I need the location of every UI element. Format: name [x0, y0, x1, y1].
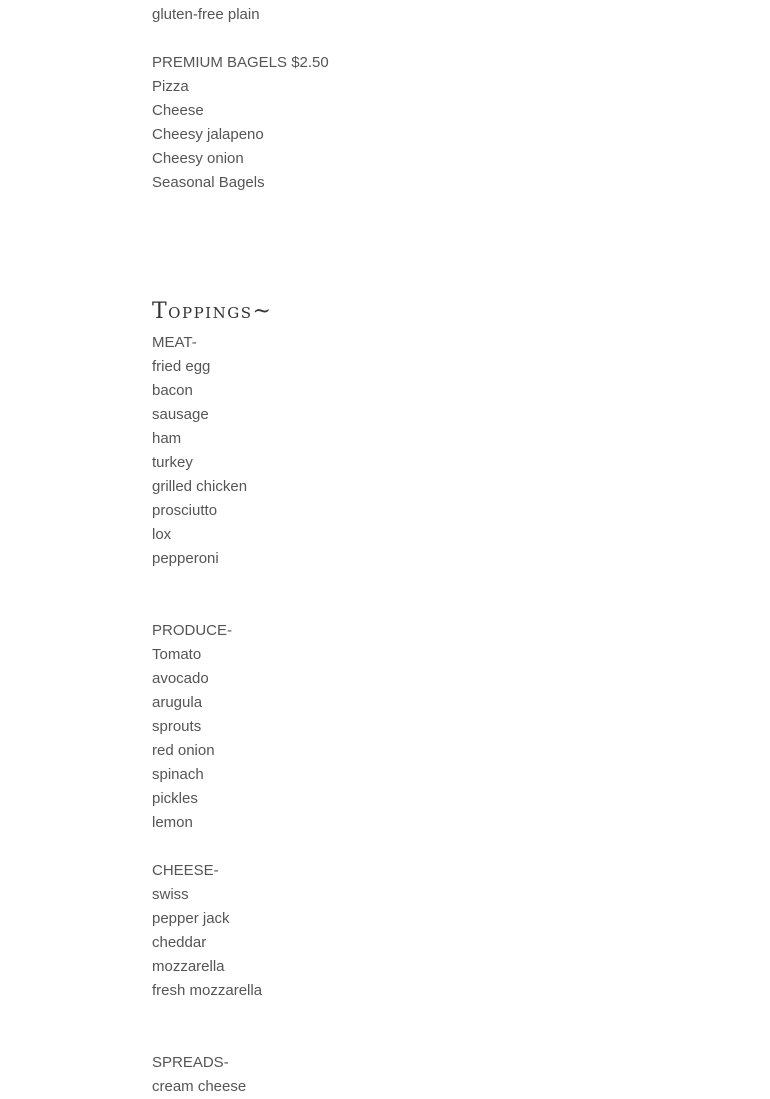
meat-item: sausage [152, 406, 209, 423]
spacer [152, 27, 712, 51]
produce-item: red onion [152, 742, 215, 759]
meat-item: ham [152, 430, 182, 447]
spacer [152, 195, 712, 291]
premium-bagel-item: Cheese [152, 102, 204, 119]
meat-item: lox [152, 526, 172, 543]
meat-item: turkey [152, 454, 193, 471]
produce-item: avocado [152, 670, 209, 687]
bagel-item: gluten-free plain [152, 6, 260, 23]
cheese-item: swiss [152, 886, 189, 903]
premium-bagel-item: Cheesy onion [152, 150, 244, 167]
premium-bagel-item: Cheesy jalapeno [152, 126, 264, 143]
meat-item: pepperoni [152, 550, 219, 567]
produce-header: PRODUCE- [152, 622, 233, 639]
cheese-item: pepper jack [152, 910, 230, 927]
meat-item: prosciutto [152, 502, 218, 519]
meat-item: fried egg [152, 358, 211, 375]
toppings-heading: Toppings~ [152, 299, 273, 324]
premium-bagels-header: PREMIUM BAGELS $2.50 [152, 54, 329, 71]
premium-bagel-item: Seasonal Bagels [152, 174, 265, 191]
menu-content [152, 3, 712, 1099]
produce-item: sprouts [152, 718, 202, 735]
cheese-item: cheddar [152, 934, 207, 951]
spreads-item: cream cheese [152, 1078, 247, 1095]
cheese-header: CHEESE- [152, 862, 219, 879]
produce-item: Tomato [152, 646, 202, 663]
meat-item: bacon [152, 382, 193, 399]
spreads-header: SPREADS- [152, 1054, 229, 1071]
produce-item: lemon [152, 814, 193, 831]
cheese-item: fresh mozzarella [152, 982, 263, 999]
produce-item: spinach [152, 766, 204, 783]
produce-item: arugula [152, 694, 203, 711]
premium-bagel-item: Pizza [152, 78, 189, 95]
meat-item: grilled chicken [152, 478, 248, 495]
spacer [152, 835, 712, 859]
meat-header: MEAT- [152, 334, 197, 351]
spacer [152, 571, 712, 619]
produce-item: pickles [152, 790, 198, 807]
cheese-item: mozzarella [152, 958, 225, 975]
spacer [152, 1003, 712, 1051]
